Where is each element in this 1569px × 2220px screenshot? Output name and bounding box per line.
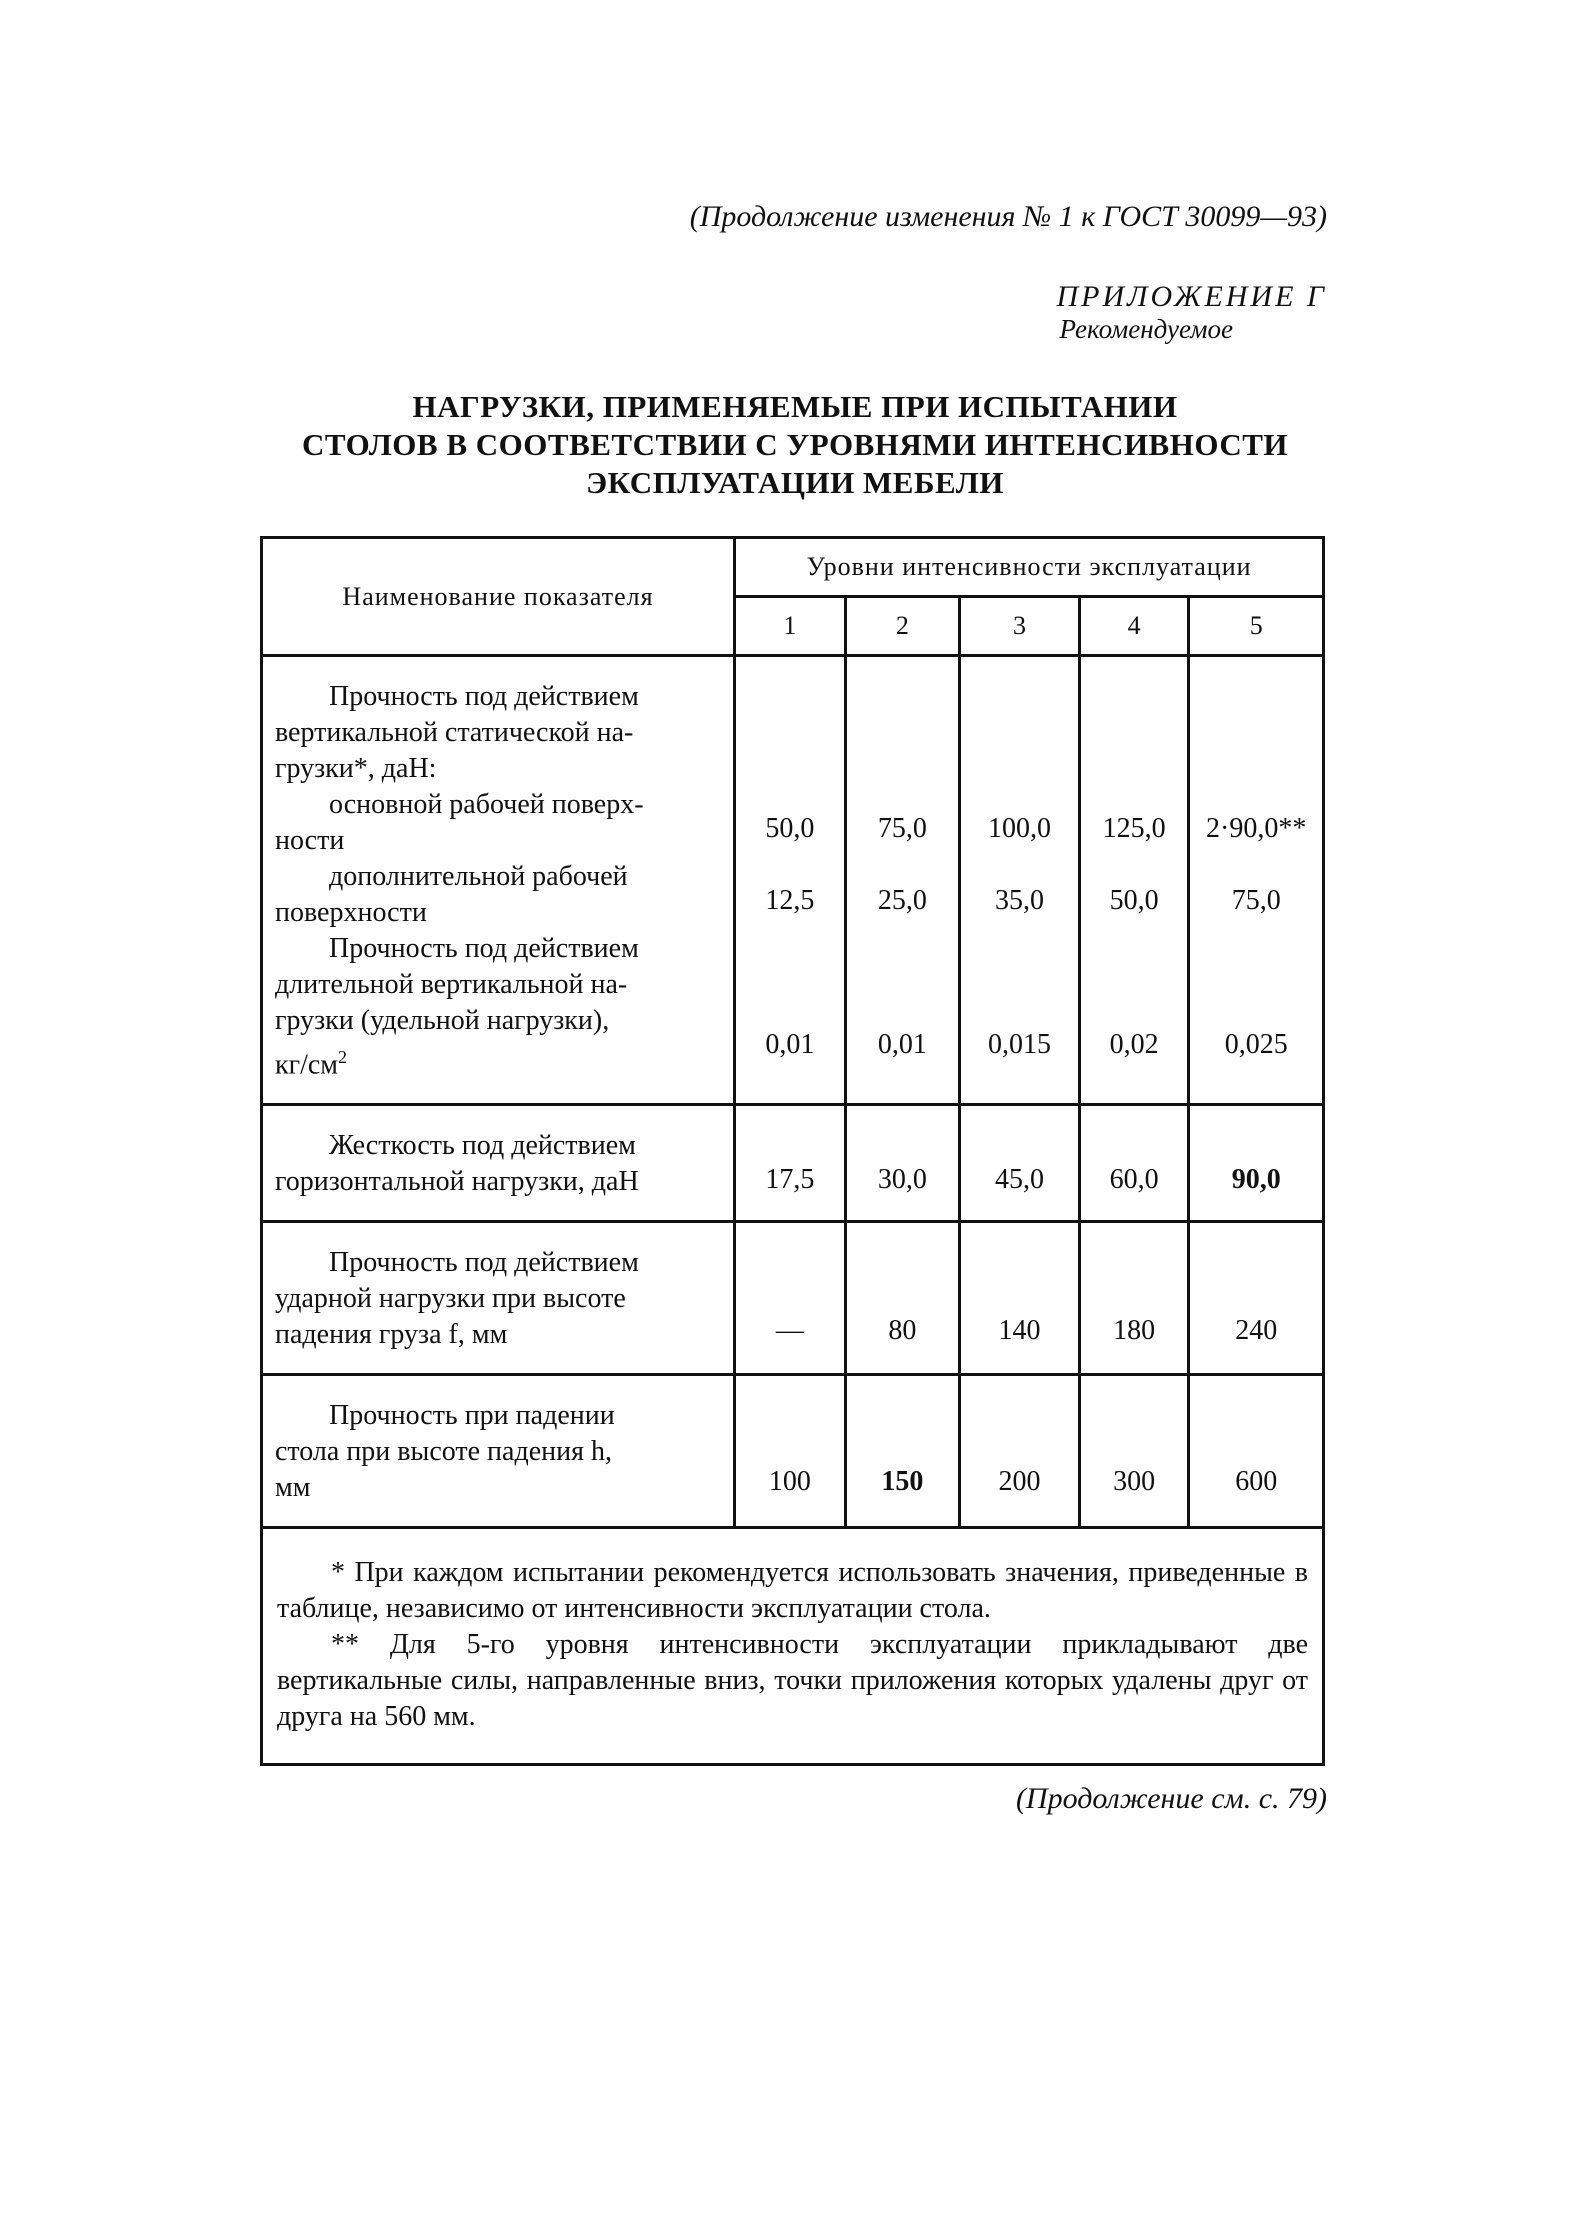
row-label-impact-load — [262, 1222, 735, 1375]
column-header-levels: Уровни интенсивности эксплуатации — [735, 538, 1324, 597]
value: 240 — [1235, 1315, 1278, 1347]
value-long-3: 0,015 — [988, 1029, 1051, 1060]
cell-level-1 — [735, 1222, 846, 1375]
value: 150 — [881, 1466, 924, 1498]
cell-level-4 — [1079, 1105, 1189, 1222]
label-line: Прочность под действием — [329, 1247, 639, 1279]
label-line: ударной нагрузки при высоте — [275, 1283, 626, 1315]
note-2: ** Для 5-го уровня интенсивности эксплуатации прикладывают две вертикальные силы, направленные вниз, точки приложения которых удалены друг от друга на 560 мм. — [277, 1629, 1308, 1733]
level-header-5: 5 — [1189, 597, 1324, 656]
value-long-1: 0,01 — [765, 1029, 815, 1060]
document-title — [260, 388, 1330, 502]
label-line: дополнительной рабочей — [329, 861, 628, 892]
cell-level-5 — [1189, 1105, 1324, 1222]
note-1: * При каждом испытании рекомендуется использовать значения, приведенные в таблице, независимо от интенсивности эксплуатации стола. — [277, 1557, 1308, 1625]
value-main-4: 125,0 — [1102, 813, 1166, 844]
appendix-block — [1056, 280, 1327, 345]
label-line: кг/см — [275, 1049, 339, 1081]
unit-superscript: 2 — [338, 1047, 348, 1067]
value: 300 — [1113, 1466, 1156, 1498]
appendix-title: ПРИЛОЖЕНИЕ Г — [1056, 280, 1327, 313]
level-header-3: 3 — [960, 597, 1080, 656]
cell-level-4 — [1079, 656, 1189, 1105]
label-line: длительной вертикальной на- — [275, 969, 628, 1000]
cell-level-3 — [960, 656, 1080, 1105]
label-line: Прочность при падении — [329, 1400, 615, 1432]
table-row-drop-test — [262, 1375, 1324, 1528]
cell-level-2 — [845, 1105, 960, 1222]
level-header-2: 2 — [845, 597, 960, 656]
cell-level-2 — [845, 1222, 960, 1375]
cell-level-2 — [845, 656, 960, 1105]
cell-level-3 — [960, 1105, 1080, 1222]
value-long-5: 0,025 — [1224, 1029, 1288, 1060]
value-extra-5: 75,0 — [1231, 885, 1281, 916]
cell-level-1 — [735, 1375, 846, 1528]
row-label-horizontal-stiffness — [262, 1105, 735, 1222]
label-line: горизонтальной нагрузки, даН — [275, 1166, 639, 1198]
value: 90,0 — [1231, 1164, 1281, 1196]
value: 180 — [1113, 1315, 1156, 1347]
cell-level-4 — [1079, 1375, 1189, 1528]
value-main-5: 2·90,0** — [1206, 813, 1307, 844]
cell-level-2 — [845, 1375, 960, 1528]
title-line-2: СТОЛОВ В СООТВЕТСТВИИ С УРОВНЯМИ ИНТЕНСИВНОСТИ — [301, 427, 1289, 462]
label-line: грузки*, даН: — [275, 753, 437, 784]
value: — — [775, 1315, 804, 1347]
label-line: поверхности — [275, 897, 427, 928]
value: 30,0 — [877, 1164, 927, 1196]
value-main-3: 100,0 — [988, 813, 1051, 844]
table-row-horizontal-stiffness — [262, 1105, 1324, 1222]
value-long-2: 0,01 — [877, 1029, 927, 1060]
table-notes — [262, 1528, 1324, 1765]
value-extra-4: 50,0 — [1109, 885, 1159, 916]
continuation-footer: (Продолжение см. с. 79) — [1015, 1782, 1327, 1815]
table-row-vertical-static — [262, 656, 1324, 1105]
column-header-name: Наименование показателя — [262, 538, 735, 656]
label-line: мм — [275, 1472, 311, 1504]
row-label-vertical-static — [262, 656, 735, 1105]
title-line-3: ЭКСПЛУАТАЦИИ МЕБЕЛИ — [586, 465, 1004, 500]
value-extra-3: 35,0 — [995, 885, 1044, 916]
value-main-2: 75,0 — [877, 813, 927, 844]
label-line: вертикальной статической на- — [275, 717, 634, 748]
cell-level-5 — [1189, 1222, 1324, 1375]
cell-level-4 — [1079, 1222, 1189, 1375]
value: 80 — [888, 1315, 917, 1347]
label-line: падения груза f, мм — [275, 1319, 508, 1351]
value: 100 — [768, 1466, 811, 1498]
title-line-1: НАГРУЗКИ, ПРИМЕНЯЕМЫЕ ПРИ ИСПЫТАНИИ — [412, 389, 1178, 424]
header-row-1 — [262, 538, 1324, 597]
value: 17,5 — [765, 1164, 815, 1196]
table-row-impact-load — [262, 1222, 1324, 1375]
value: 140 — [998, 1315, 1041, 1347]
row-label-drop-test — [262, 1375, 735, 1528]
label-line: Прочность под действием — [329, 681, 639, 712]
value-extra-2: 25,0 — [877, 885, 927, 916]
label-line: Жесткость под действием — [329, 1130, 636, 1162]
loads-table — [260, 536, 1325, 1766]
cell-level-5 — [1189, 1375, 1324, 1528]
value: 600 — [1235, 1466, 1278, 1498]
label-line: стола при высоте падения h, — [275, 1436, 612, 1468]
label-line: Прочность под действием — [329, 933, 639, 964]
level-header-1: 1 — [735, 597, 846, 656]
continuation-header: (Продолжение изменения № 1 к ГОСТ 30099—93) — [689, 200, 1327, 233]
cell-level-3 — [960, 1375, 1080, 1528]
level-header-4: 4 — [1079, 597, 1189, 656]
label-line: ности — [275, 825, 345, 856]
label-line: грузки (удельной нагрузки), — [275, 1005, 610, 1036]
appendix-status: Рекомендуемое — [1059, 314, 1233, 344]
cell-level-1 — [735, 656, 846, 1105]
value-main-1: 50,0 — [765, 813, 815, 844]
table-notes-row — [262, 1528, 1324, 1765]
cell-level-1 — [735, 1105, 846, 1222]
value: 60,0 — [1109, 1164, 1159, 1196]
value-extra-1: 12,5 — [765, 885, 815, 916]
cell-level-3 — [960, 1222, 1080, 1375]
value: 45,0 — [995, 1164, 1044, 1196]
cell-level-5 — [1189, 656, 1324, 1105]
value: 200 — [998, 1466, 1041, 1498]
label-line: основной рабочей поверх- — [329, 789, 644, 820]
value-long-4: 0,02 — [1109, 1029, 1159, 1060]
